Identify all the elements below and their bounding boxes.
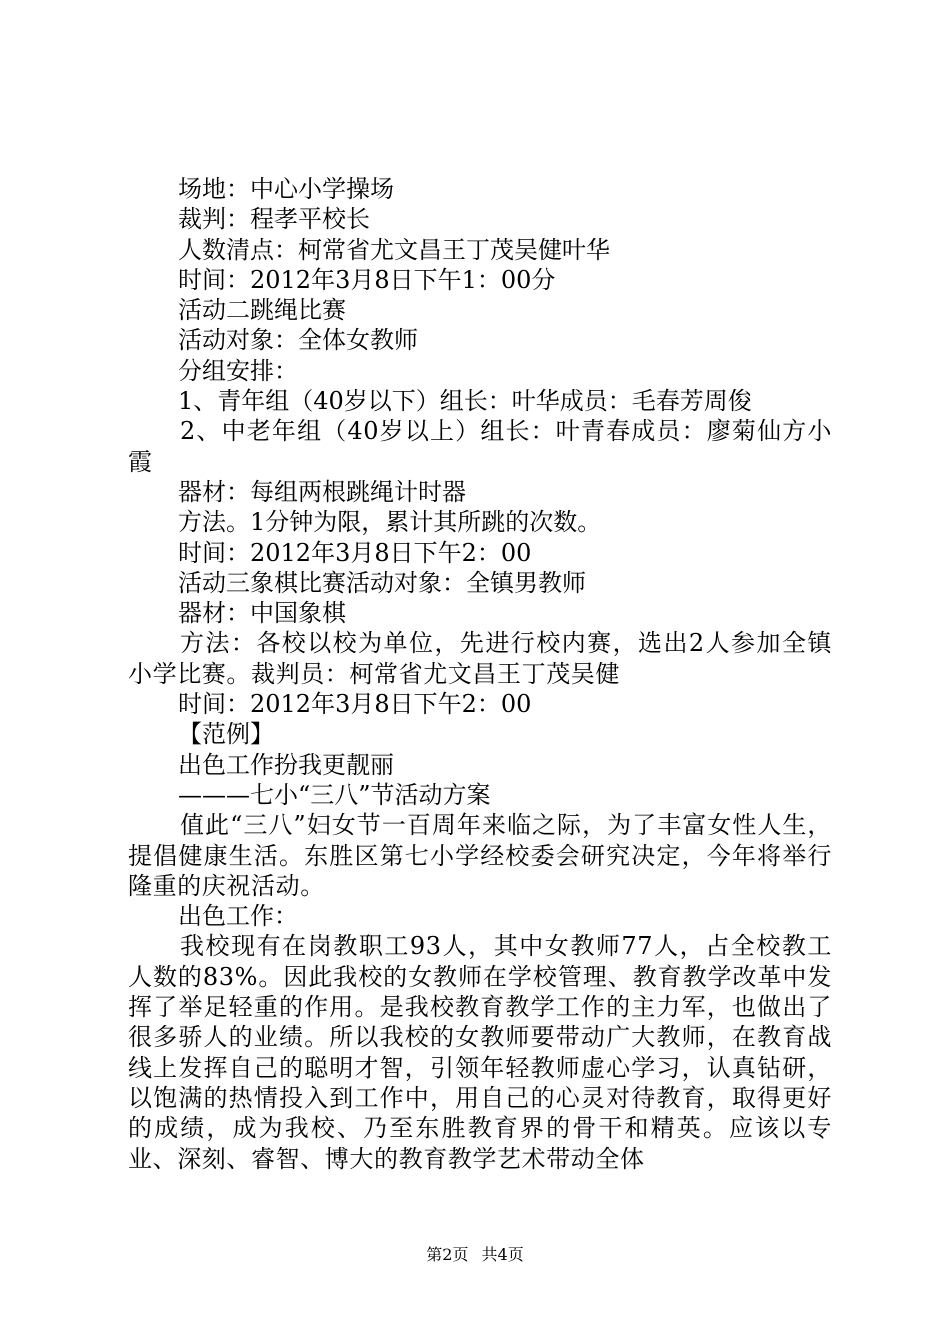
text-line-group-1: 1、青年组（40岁以下）组长：叶华成员：毛春芳周俊 [178,387,752,416]
text-line-example-subtitle: ———七小“三八”节活动方案 [178,780,491,809]
text-line-time-1: 时间：2012年3月8日下午1：00分 [178,265,556,294]
paragraph-group-2: 2、中老年组（40岁以上）组长：叶青春成员：廖菊仙方小霞 [128,417,832,476]
text-line-headcount: 人数清点：柯常省尤文昌王丁茂吴健叶华 [178,235,610,264]
page-number: 第2页 [426,1245,469,1264]
paragraph-work: 我校现有在岗教职工93人，其中女教师77人，占全校教工人数的83%。因此我校的女教师在学校管理、教育教学改革中发挥了举足轻重的作用。是我校教育教学工作的主力军，也做出了很多骄人的业绩。所以我校的女教师要带动广大教师，在教育战线上发挥自己的聪明才智，引领年轻教师虚心学习，认真钻研，以饱满的热情投入到工作中，用自己的心灵对待教育，取得更好的成绩，成为我校、乃至东胜教育界的骨干和精英。应该以专业、深刻、睿智、博大的教育教学艺术带动全体 [128,932,832,1173]
text-line-venue: 场地：中心小学操场 [178,175,394,203]
text-line-activity-2: 活动二跳绳比赛 [178,296,346,325]
text-line-referee: 裁判：程孝平校长 [178,205,370,234]
page-footer [0,1244,950,1266]
text-line-time-2: 时间：2012年3月8日下午2：00 [178,538,532,567]
page-total: 共4页 [481,1245,524,1264]
text-line-time-3: 时间：2012年3月8日下午2：00 [178,690,532,719]
paragraph-intro: 值此“三八”妇女节一百周年来临之际，为了丰富女性人生，提倡健康生活。东胜区第七小学经校委会研究决定，今年将举行隆重的庆祝活动。 [128,811,832,900]
text-line-equipment-1: 器材：每组两根跳绳计时器 [178,477,466,506]
text-line-example-title: 出色工作扮我更靓丽 [178,750,394,779]
text-line-activity-3: 活动三象棋比赛活动对象：全镇男教师 [178,568,586,597]
text-line-example-heading: 【范例】 [178,720,274,749]
paragraph-chess-method: 方法：各校以校为单位，先进行校内赛，选出2人参加全镇小学比赛。裁判员：柯常省尤文昌王丁茂吴健 [128,629,832,688]
text-line-target: 活动对象：全体女教师 [178,326,418,355]
text-line-method-1: 方法。1分钟为限，累计其所跳的次数。 [178,508,602,537]
text-line-grouping: 分组安排： [178,356,298,385]
text-line-equipment-2: 器材：中国象棋 [178,599,346,628]
text-line-work-heading: 出色工作： [178,902,298,931]
document-body [128,174,832,1174]
